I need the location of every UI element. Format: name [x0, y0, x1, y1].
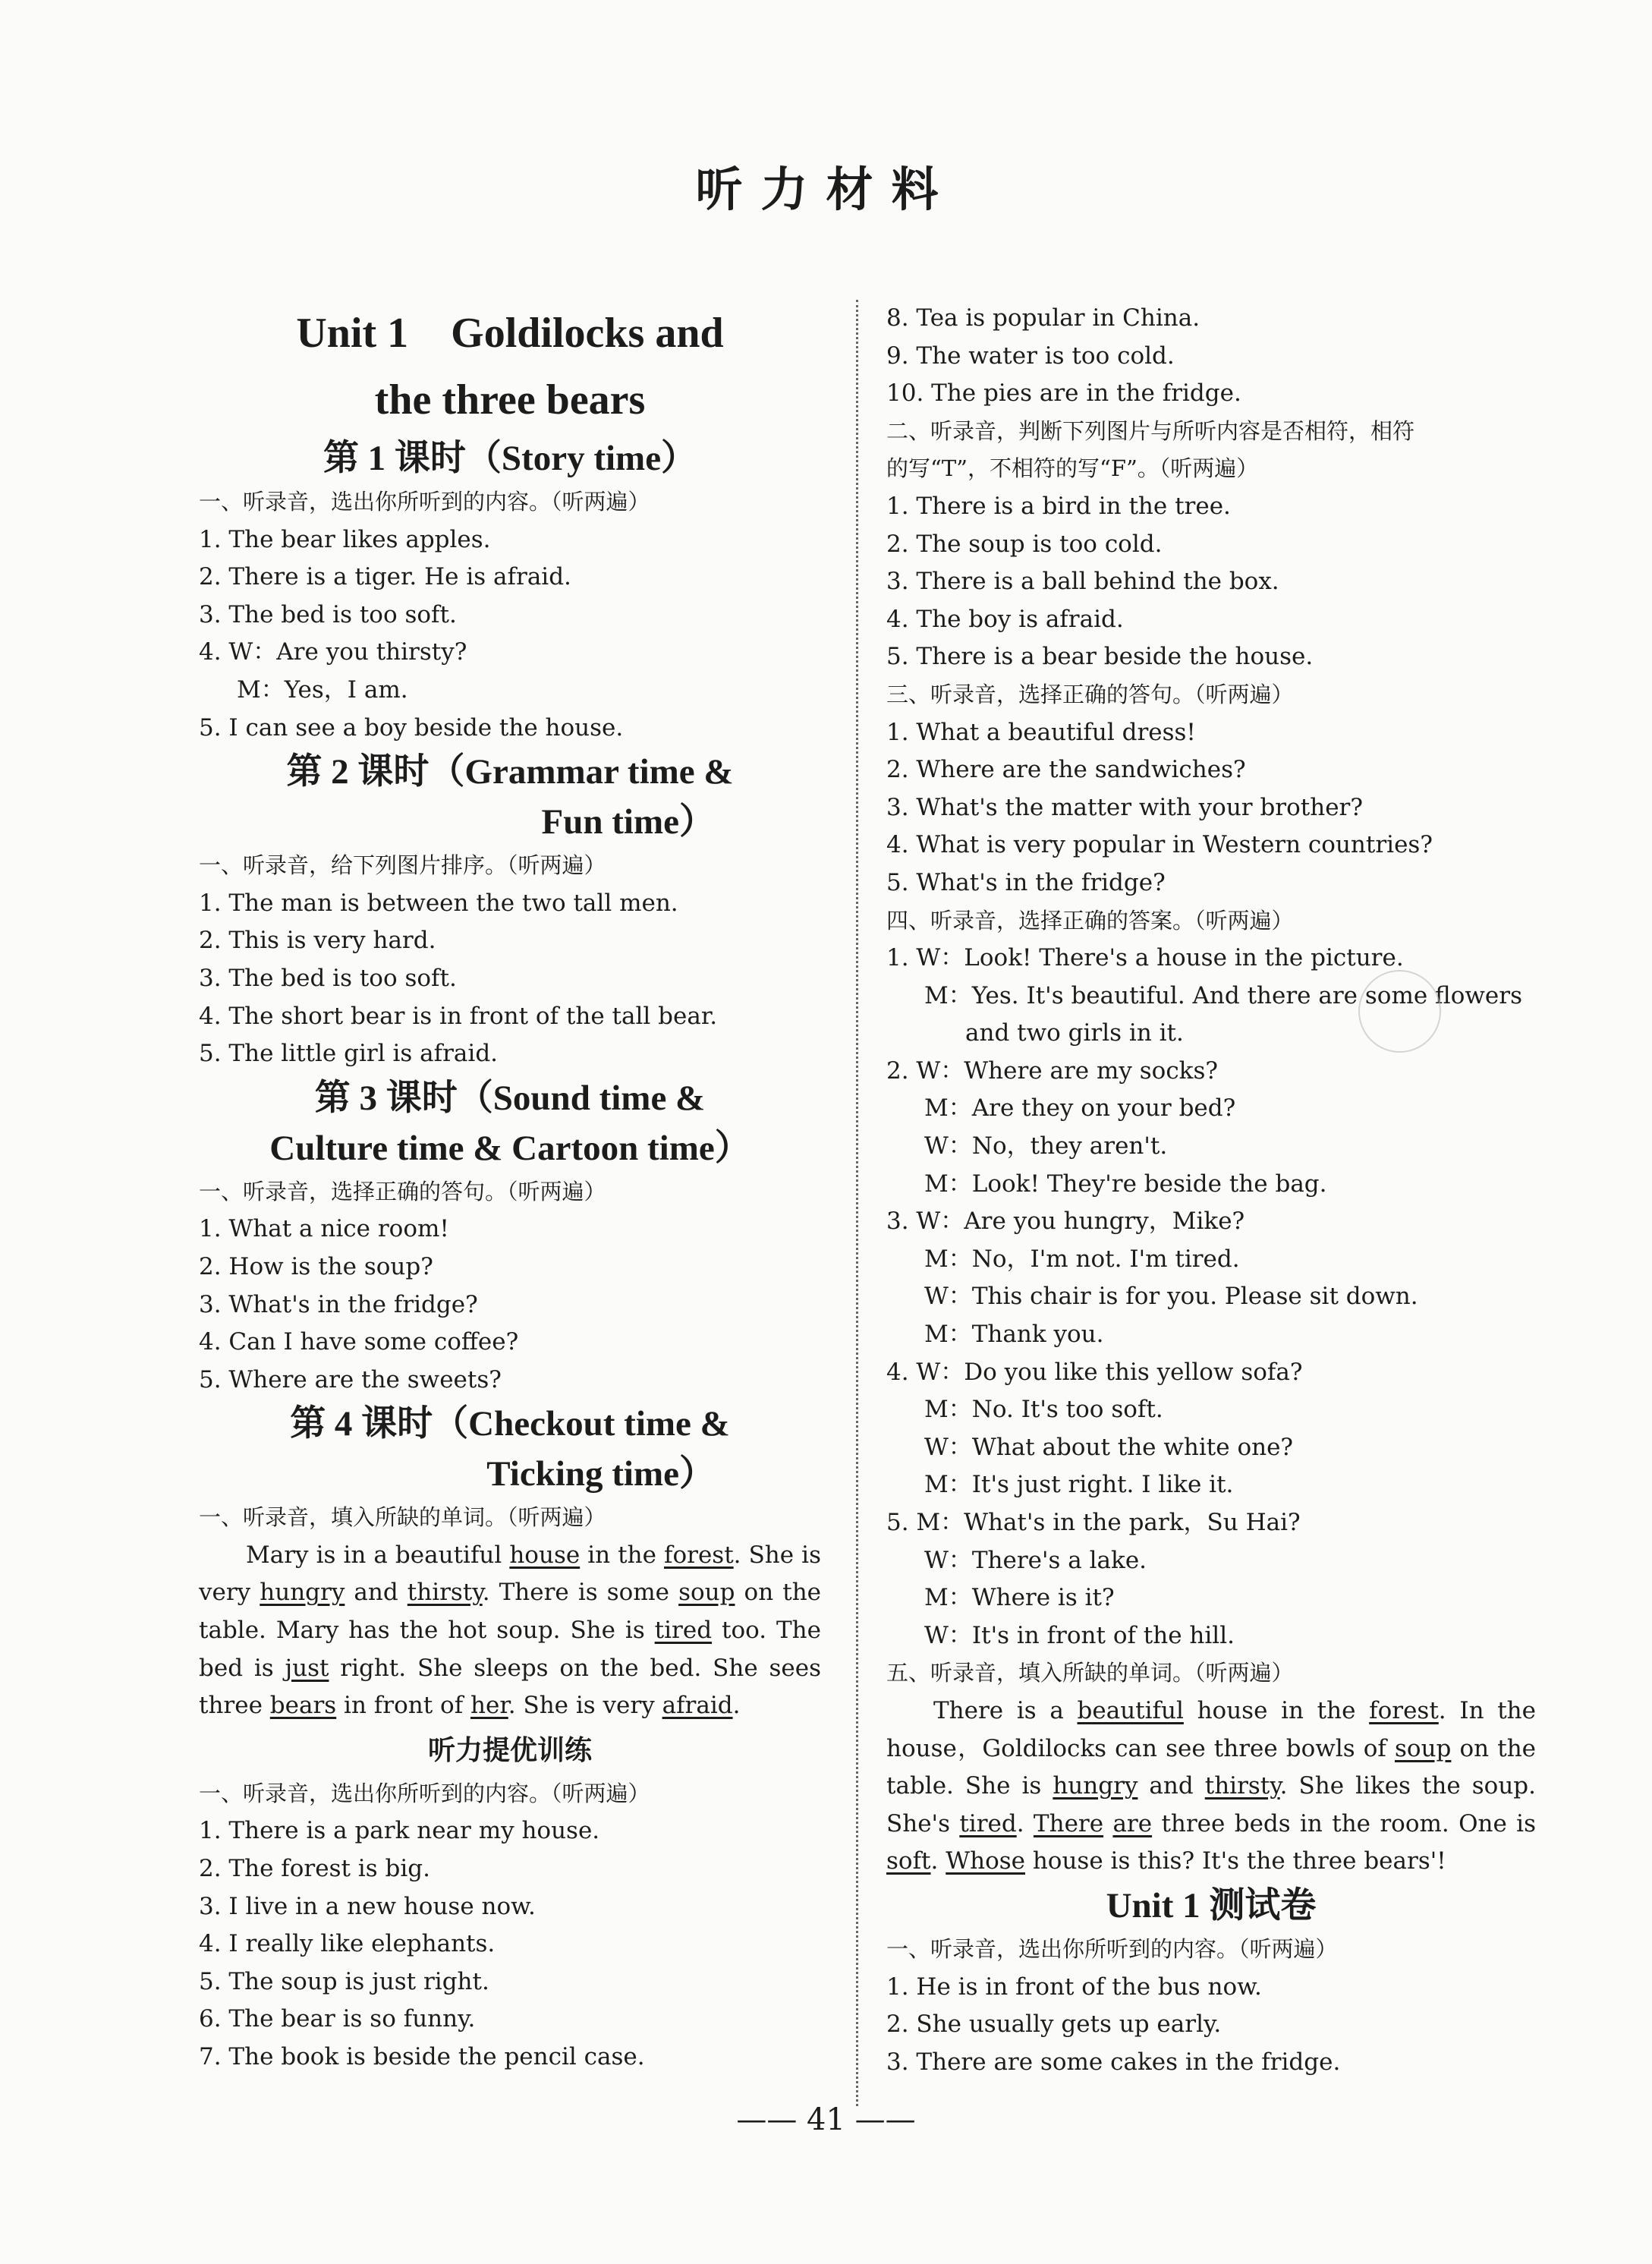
dialogue-line: 4. W：Do you like this yellow sofa? — [886, 1358, 1303, 1386]
answer-word: forest — [1369, 1696, 1439, 1724]
list-item: 1. The bear likes apples. — [199, 525, 491, 553]
lesson-1-title: 第 1 课时（Story time） — [323, 439, 697, 478]
list-item: 4. The short bear is in front of the tall bear. — [199, 1002, 718, 1030]
answer-word: house — [509, 1541, 581, 1569]
unit-title-line-1: Unit 1 Goldilocks and — [296, 310, 724, 357]
list-item: 1. He is in front of the bus now. — [886, 1973, 1262, 2001]
answer-word: her — [470, 1692, 508, 1720]
answer-word: tired — [654, 1617, 713, 1645]
list-item: 5. The little girl is afraid. — [199, 1040, 499, 1068]
answer-word: just — [285, 1654, 329, 1682]
section-heading-cont: 的写“T”，不相符的写“F”。（听两遍） — [886, 455, 1259, 482]
section-heading: 三、听录音，选择正确的答句。（听两遍） — [886, 681, 1294, 707]
section-heading: 二、听录音，判断下列图片与所听内容是否相符，相符 — [886, 417, 1415, 444]
list-item: 1. What a beautiful dress! — [886, 718, 1196, 746]
dialogue-line: 1. W：Look! There's a house in the picture. — [886, 944, 1404, 972]
dialogue-line: M：Look! They're beside the bag. — [924, 1170, 1327, 1198]
dialogue-line: 3. W：Are you hungry，Mike? — [886, 1208, 1245, 1236]
dialogue-line: M：Where is it? — [924, 1584, 1115, 1612]
lesson-3-title-line-2: Culture time & Cartoon time） — [269, 1128, 750, 1168]
list-item: 2. The soup is too cold. — [886, 530, 1163, 558]
section-heading: 一、听录音，给下列图片排序。（听两遍） — [199, 852, 606, 879]
dialogue-line: M：No，I'm not. I'm tired. — [924, 1245, 1240, 1273]
list-item: 5. What's in the fridge? — [886, 868, 1166, 896]
page-number-dash-right: —— — [845, 2102, 916, 2137]
answer-word: hungry — [1053, 1772, 1138, 1800]
answer-word: soft — [886, 1847, 931, 1875]
list-item: 5. I can see a boy beside the house. — [199, 713, 624, 742]
list-item: 8. Tea is popular in China. — [886, 304, 1200, 332]
list-item: 4. Can I have some coffee? — [199, 1328, 519, 1356]
list-item: 9. The water is too cold. — [886, 342, 1175, 370]
dialogue-line: W：It's in front of the hill. — [924, 1621, 1235, 1649]
list-item: 5. Where are the sweets? — [199, 1365, 502, 1393]
answer-word: afraid — [662, 1692, 733, 1720]
drill-title: 听力提优训练 — [427, 1733, 592, 1766]
list-item: 7. The book is beside the pencil case. — [199, 2043, 645, 2070]
answer-word: tired — [959, 1809, 1017, 1837]
test-title: Unit 1 测试卷 — [1106, 1885, 1317, 1926]
fill-in-passage: There is a beautiful house in the forest. In the house，Goldilocks can see three bowls of soup on the table. She is hungry and thirsty. She likes the soup. She's tired. There are three beds in the room. One is soft. Whose house is this? It's the three bears'! — [886, 1696, 1536, 1875]
page-number — [0, 2102, 1652, 2137]
list-item: 3. What's the matter with your brother? — [886, 793, 1363, 821]
section-heading: 五、听录音，填入所缺的单词。（听两遍） — [886, 1660, 1294, 1686]
list-item: 3. There is a ball behind the box. — [886, 568, 1279, 596]
dialogue-line: W：What about the white one? — [924, 1433, 1294, 1461]
list-item: 10. The pies are in the fridge. — [886, 379, 1241, 408]
section-heading: 一、听录音，选择正确的答句。（听两遍） — [199, 1178, 606, 1204]
answer-word: thirsty — [407, 1579, 483, 1607]
section-heading: 四、听录音，选择正确的答案。（听两遍） — [886, 907, 1294, 934]
answer-word: soup — [678, 1579, 735, 1607]
list-item: 2. There is a tiger. He is afraid. — [199, 563, 571, 591]
answer-word: Whose — [946, 1847, 1025, 1875]
page-number-dash-left: —— — [736, 2102, 807, 2137]
section-heading: 一、听录音，选出你所听到的内容。（听两遍） — [886, 1935, 1338, 1962]
column-divider — [856, 300, 858, 2106]
dialogue-line: and two girls in it. — [965, 1019, 1184, 1047]
list-item: 2. This is very hard. — [199, 927, 436, 955]
dialogue-line: M：Yes. It's beautiful. And there are some flowers — [924, 981, 1522, 1009]
stamp-mark — [1358, 970, 1441, 1053]
lesson-2-title-line-1: 第 2 课时（Grammar time & — [286, 752, 734, 792]
lesson-4-title-line-1: 第 4 课时（Checkout time & — [290, 1404, 730, 1444]
list-item: 3. The bed is too soft. — [199, 600, 457, 628]
lesson-2-title-line-2: Fun time） — [541, 802, 715, 842]
dialogue-line: W：No，they aren't. — [924, 1132, 1168, 1160]
dialogue-line: W：This chair is for you. Please sit down. — [924, 1283, 1418, 1311]
list-item: 1. There is a park near my house. — [199, 1817, 600, 1845]
dialogue-line: 2. W：Where are my socks? — [886, 1056, 1218, 1085]
dialogue-line: W：There's a lake. — [924, 1546, 1147, 1574]
list-item: 4. What is very popular in Western countries? — [886, 831, 1433, 859]
list-item: 3. I live in a new house now. — [199, 1892, 536, 1920]
dialogue-line: M：Are they on your bed? — [924, 1094, 1236, 1123]
answer-word: soup — [1395, 1734, 1452, 1762]
left-column — [199, 300, 821, 2077]
list-item: 1. The man is between the two tall men. — [199, 889, 678, 917]
list-item: 3. There are some cakes in the fridge. — [886, 2048, 1341, 2076]
section-heading: 一、听录音，选出你所听到的内容。（听两遍） — [199, 489, 650, 515]
answer-word: are — [1112, 1809, 1153, 1837]
unit-title-line-2: the three bears — [374, 376, 646, 424]
answer-word: bears — [269, 1692, 337, 1720]
list-item: 5. There is a bear beside the house. — [886, 643, 1314, 671]
list-item: 2. How is the soup? — [199, 1252, 433, 1280]
page-number-value: 41 — [807, 2102, 845, 2137]
answer-word: beautiful — [1077, 1696, 1184, 1724]
list-item: 2. She usually gets up early. — [886, 2011, 1222, 2039]
list-item: 2. Where are the sandwiches? — [886, 756, 1246, 784]
answer-word: thirsty — [1204, 1772, 1280, 1800]
list-item: M：Yes，I am. — [237, 675, 408, 704]
list-item: 3. The bed is too soft. — [199, 964, 457, 992]
fill-in-passage: Mary is in a beautiful house in the forest. She is very hungry and thirsty. There is some soup on the table. Mary has the hot soup. She is tired too. The bed is just right. She sleeps on the bed. She sees three bears in front of her. She is very afraid. — [199, 1541, 822, 1720]
answer-word: forest — [664, 1541, 734, 1569]
answer-word: hungry — [260, 1579, 345, 1607]
dialogue-line: M：No. It's too soft. — [924, 1396, 1163, 1424]
section-heading: 一、听录音，选出你所听到的内容。（听两遍） — [199, 1780, 650, 1806]
list-item: 5. The soup is just right. — [199, 1967, 489, 1995]
list-item: 1. What a nice room! — [199, 1215, 449, 1243]
dialogue-line: M：Thank you. — [924, 1321, 1104, 1349]
list-item: 4. W：Are you thirsty? — [199, 638, 467, 666]
list-item: 4. The boy is afraid. — [886, 605, 1124, 633]
dialogue-line: 5. M：What's in the park，Su Hai? — [886, 1509, 1301, 1536]
dialogue-line: M：It's just right. I like it. — [924, 1471, 1234, 1499]
list-item: 4. I really like elephants. — [199, 1930, 496, 1958]
lesson-3-title-line-1: 第 3 课时（Sound time & — [314, 1078, 706, 1118]
page-title: 听力材料 — [695, 162, 957, 217]
list-item: 2. The forest is big. — [199, 1855, 430, 1883]
section-heading: 一、听录音，填入所缺的单词。（听两遍） — [199, 1504, 606, 1531]
list-item: 6. The bear is so funny. — [199, 2005, 476, 2033]
right-column — [886, 300, 1536, 2081]
lesson-4-title-line-2: Ticking time） — [486, 1454, 715, 1494]
list-item: 1. There is a bird in the tree. — [886, 492, 1231, 520]
list-item: 3. What's in the fridge? — [199, 1290, 478, 1318]
answer-word: There — [1033, 1809, 1104, 1837]
